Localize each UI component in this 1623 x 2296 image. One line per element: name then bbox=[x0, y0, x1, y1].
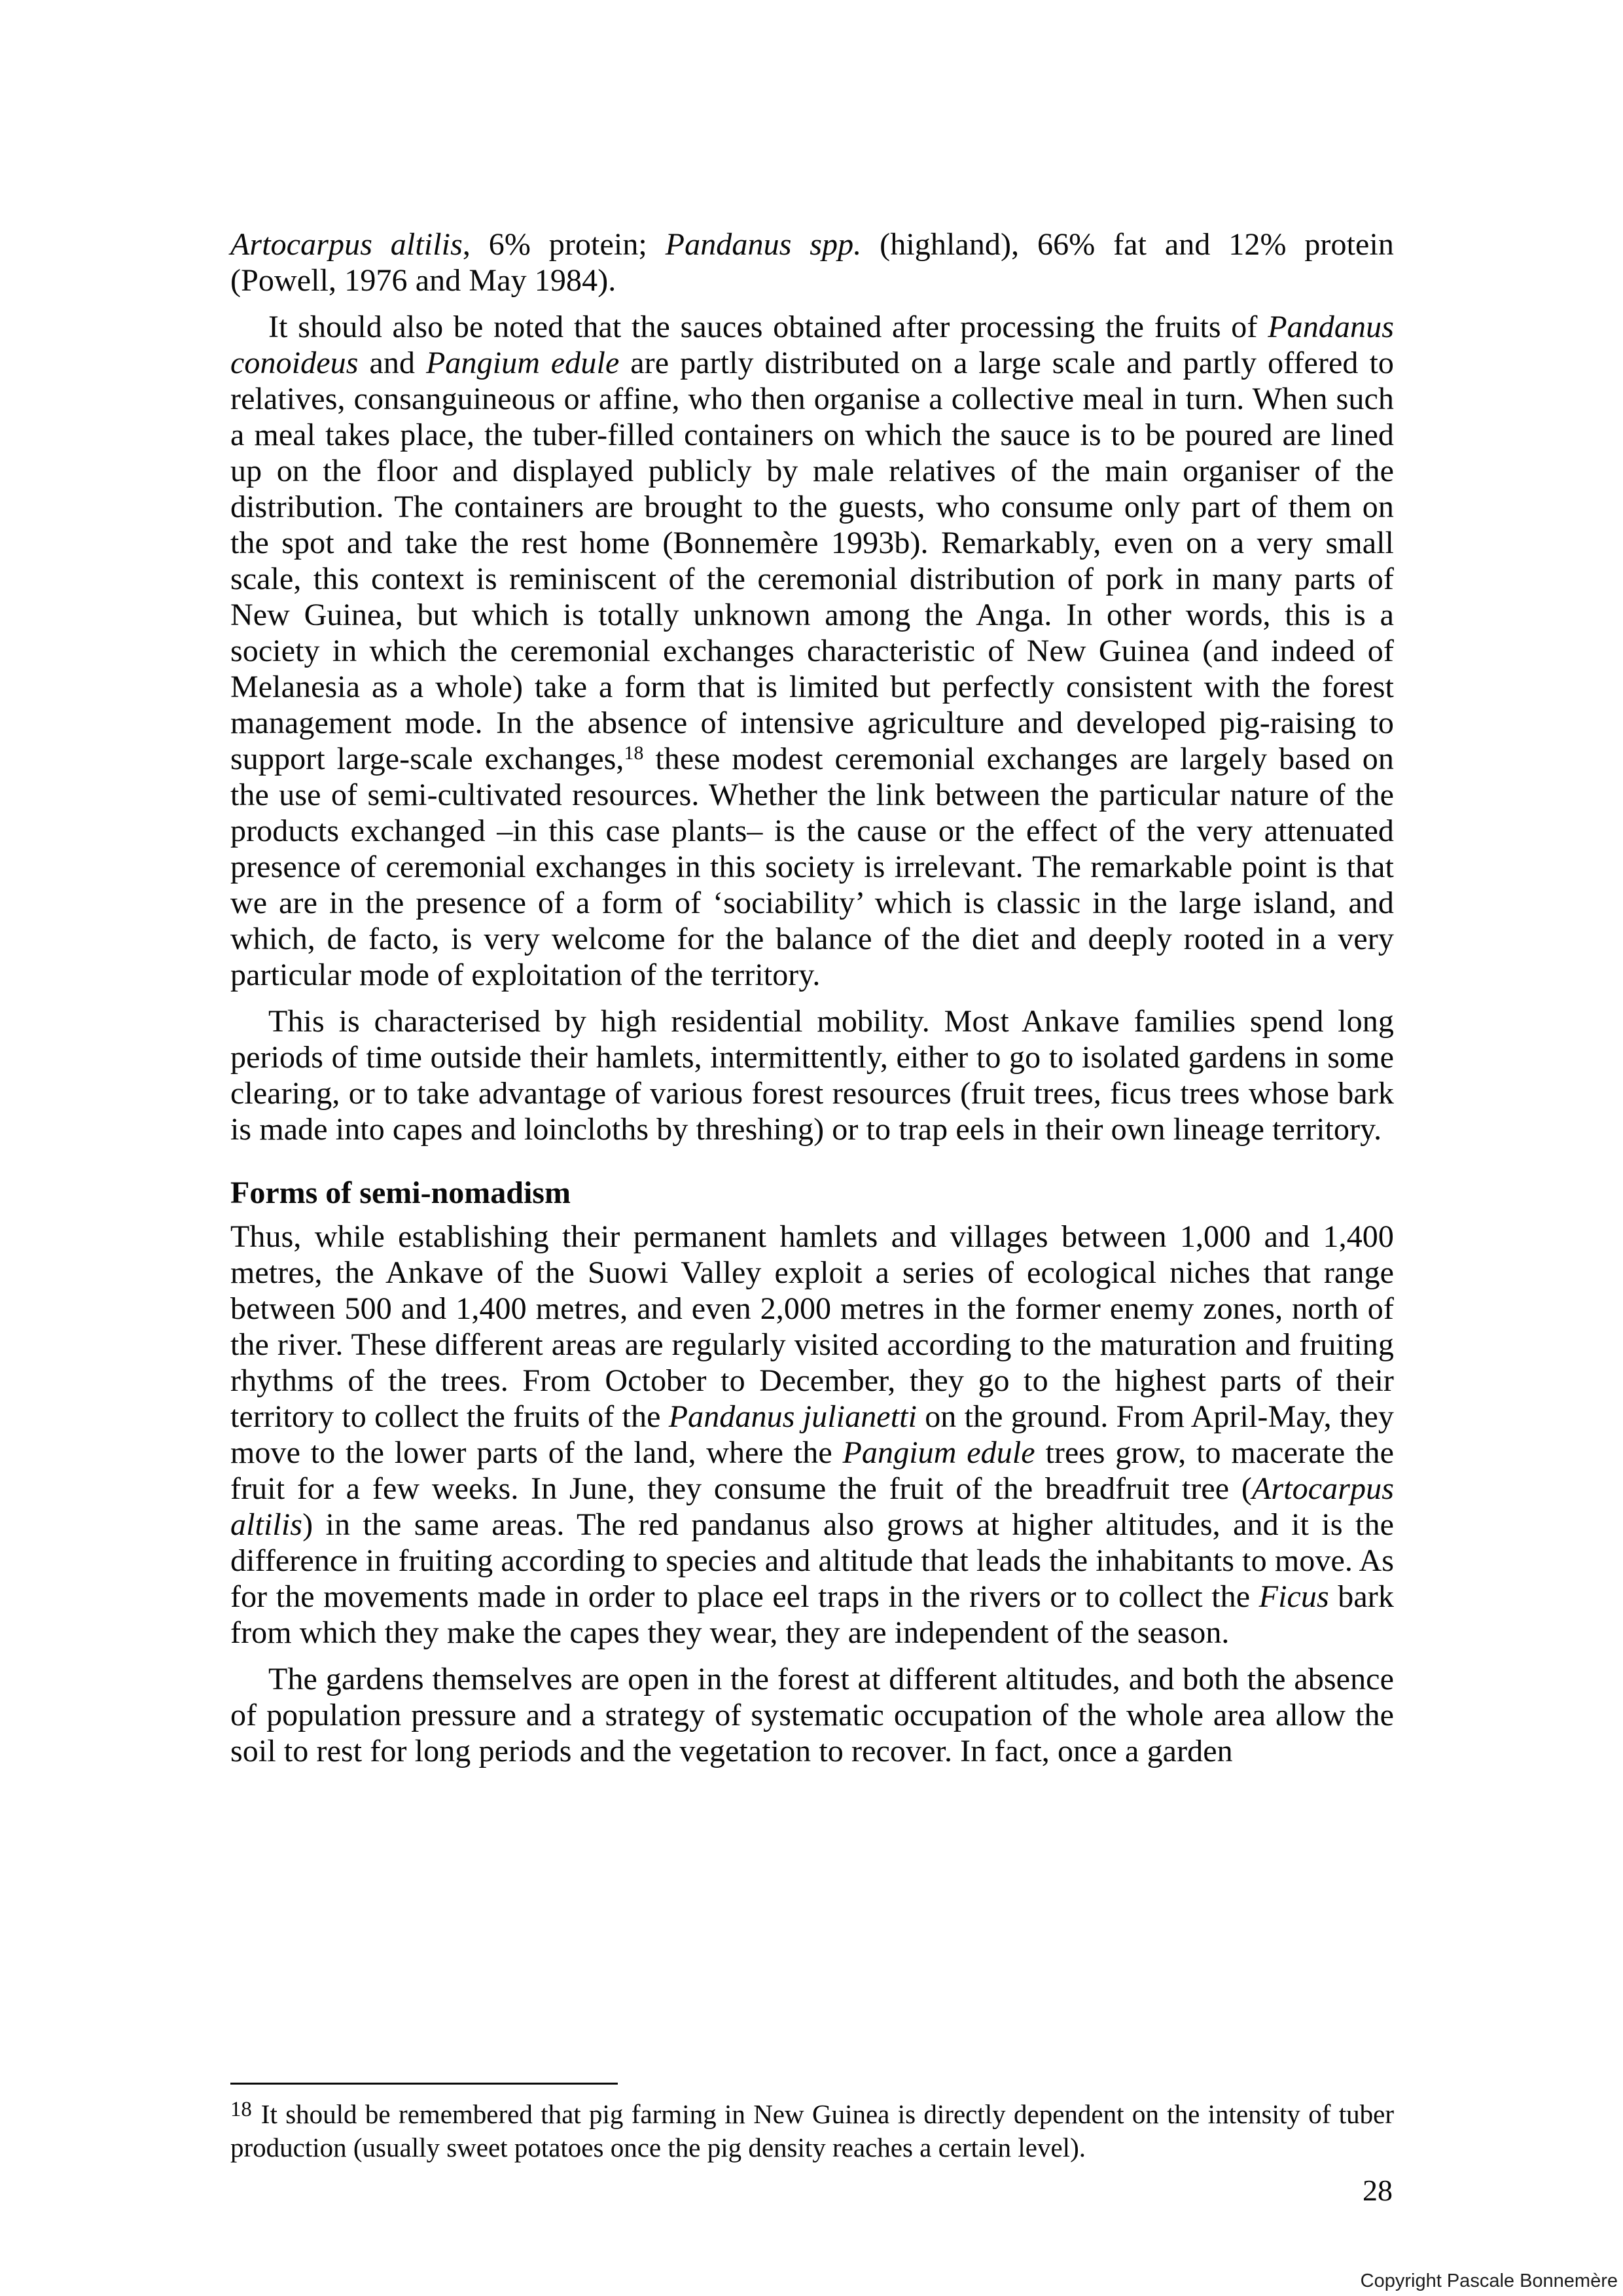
footnote-text: It should be remembered that pig farming in New Guinea is directly dependent on the intensity of tuber production (usually sweet potatoes once the pig density reaches a certain level). bbox=[230, 2099, 1394, 2162]
paragraph-mobility: This is characterised by high residential mobility. Most Ankave families spend long periods of time outside their hamlets, intermittently, either to go to isolated gardens in some clearing, or to take advantage of various forest resources (fruit trees, ficus trees whose bark is made into capes and loincloths by threshing) or to trap eels in their own lineage territory. bbox=[230, 1004, 1394, 1147]
paragraph-gardens: The gardens themselves are open in the forest at different altitudes, and both the absence of population pressure and a strategy of systematic occupation of the whole area allow the soil to rest for long periods and the vegetation to recover. In fact, once a garden bbox=[230, 1662, 1394, 1768]
section-heading: Forms of semi-nomadism bbox=[230, 1175, 571, 1210]
footnote-18 bbox=[230, 2098, 1394, 2164]
paragraph-intro: Artocarpus altilis, 6% protein; Pandanus spp. (highland), 66% fat and 12% protein (Powell, 1976 and May 1984). bbox=[230, 227, 1394, 298]
footnote-separator bbox=[230, 2083, 618, 2085]
paragraph-semi-nomadism: Thus, while establishing their permanent hamlets and villages between 1,000 and 1,400 metres, the Ankave of the Suowi Valley exploit a series of ecological niches that range between 500 and 1,400 metres, and even 2,000 metres in the former enemy zones, north of the river. These different areas are regularly visited according to the maturation and fruiting rhythms of the trees. From October to December, they go to the highest parts of their territory to collect the fruits of the Pandanus julianetti on the ground. From April-May, they move to the lower parts of the land, where the Pangium edule trees grow, to macerate the fruit for a few weeks. In June, they consume the fruit of the breadfruit tree (Artocarpus altilis) in the same areas. The red pandanus also grows at higher altitudes, and it is the difference in fruiting according to species and altitude that leads the inhabitants to move. As for the movements made in order to place eel traps in the rivers or to collect the Ficus bark from which they make the capes they wear, they are independent of the season. bbox=[230, 1219, 1394, 1650]
footnote-area bbox=[230, 2083, 1394, 2164]
copyright-notice: Copyright Pascale Bonnemère bbox=[1360, 2270, 1618, 2291]
footnote-marker: 18 bbox=[230, 2097, 252, 2121]
page-body bbox=[230, 226, 1394, 1780]
page-number: 28 bbox=[1363, 2174, 1393, 2207]
paragraph-sauces: It should also be noted that the sauces obtained after processing the fruits of Pandanus conoideus and Pangium edule are partly distributed on a large scale and partly offered to relatives, consanguineous or affine, who then organise a collective meal in turn. When such a meal takes place, the tuber-filled containers on which the sauce is to be poured are lined up on the floor and displayed publicly by male relatives of the main organiser of the distribution. The containers are brought to the guests, who consume only part of them on the spot and take the rest home (Bonnemère 1993b). Remarkably, even on a very small scale, this context is reminiscent of the ceremonial distribution of pork in many parts of New Guinea, but which is totally unknown among the Anga. In other words, this is a society in which the ceremonial exchanges characteristic of New Guinea (and indeed of Melanesia as a whole) take a form that is limited but perfectly consistent with the forest management mode. In the absence of intensive agriculture and developed pig-raising to support large-scale exchanges,$^{18}$ these modest ceremonial exchanges are largely based on the use of semi-cultivated resources. Whether the link between the particular nature of the products exchanged –in this case plants– is the cause or the effect of the very attenuated presence of ceremonial exchanges in this society is irrelevant. The remarkable point is that we are in the presence of a form of ‘sociability’ which is classic in the large island, and which, de facto, is very welcome for the balance of the diet and deeply rooted in a very particular mode of exploitation of the territory. bbox=[230, 310, 1395, 992]
